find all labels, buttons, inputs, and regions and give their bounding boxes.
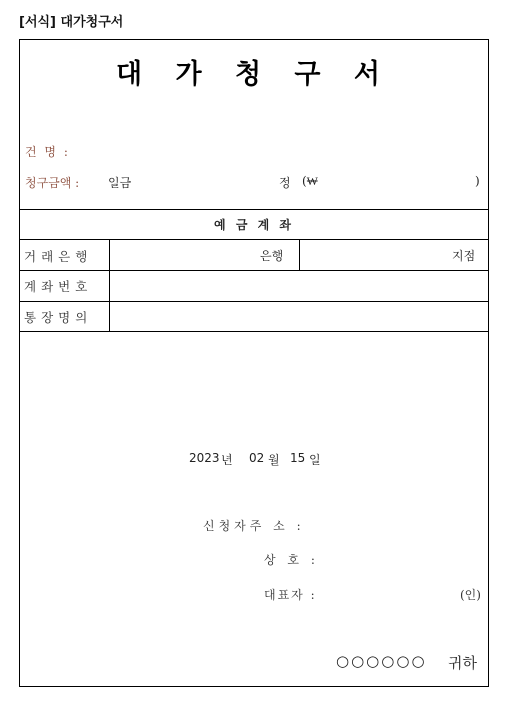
date-month: 02 <box>249 451 265 465</box>
applicant-ceo-label: 대표자 : <box>264 588 317 602</box>
claim-amount-won: 정 <box>279 176 291 190</box>
account-holder-label: 통장명의 <box>24 310 93 325</box>
date-year-unit: 년 <box>221 453 233 467</box>
date-day: 15 <box>290 451 306 465</box>
seal-mark: (인) <box>460 588 481 602</box>
bank-label: 거래은행 <box>24 249 93 264</box>
bank-suffix: 은행 <box>260 249 284 263</box>
project-name-label: 건 명 : <box>25 145 70 159</box>
date-day-unit: 일 <box>309 453 321 467</box>
divider <box>20 209 488 210</box>
divider <box>109 240 110 331</box>
form-title: 대 가 청 구 서 <box>115 59 392 90</box>
applicant-address-label: 신청자주 소 : <box>203 519 305 533</box>
date-year: 2023 <box>189 451 220 465</box>
divider <box>299 240 300 270</box>
branch-suffix: 지점 <box>452 249 476 263</box>
claim-form <box>19 39 489 687</box>
applicant-company-label: 상 호 : <box>264 553 319 567</box>
claim-amount-paren-close: ) <box>475 174 480 188</box>
claim-amount-paren-open: (₩ <box>302 174 319 188</box>
divider <box>20 301 488 302</box>
recipient-honorific: 귀하 <box>448 654 477 672</box>
divider <box>20 270 488 271</box>
form-label: [서식] 대가청구서 <box>19 15 124 30</box>
recipient-name: ○○○○○○ <box>336 652 427 670</box>
divider <box>20 239 488 240</box>
claim-amount-label: 청구금액 : <box>25 176 80 190</box>
claim-amount-prefix: 일금 <box>108 176 132 190</box>
deposit-account-header: 예 금 계 좌 <box>214 218 294 232</box>
date-month-unit: 월 <box>268 453 280 467</box>
divider <box>20 331 488 332</box>
account-number-label: 계좌번호 <box>24 279 93 294</box>
